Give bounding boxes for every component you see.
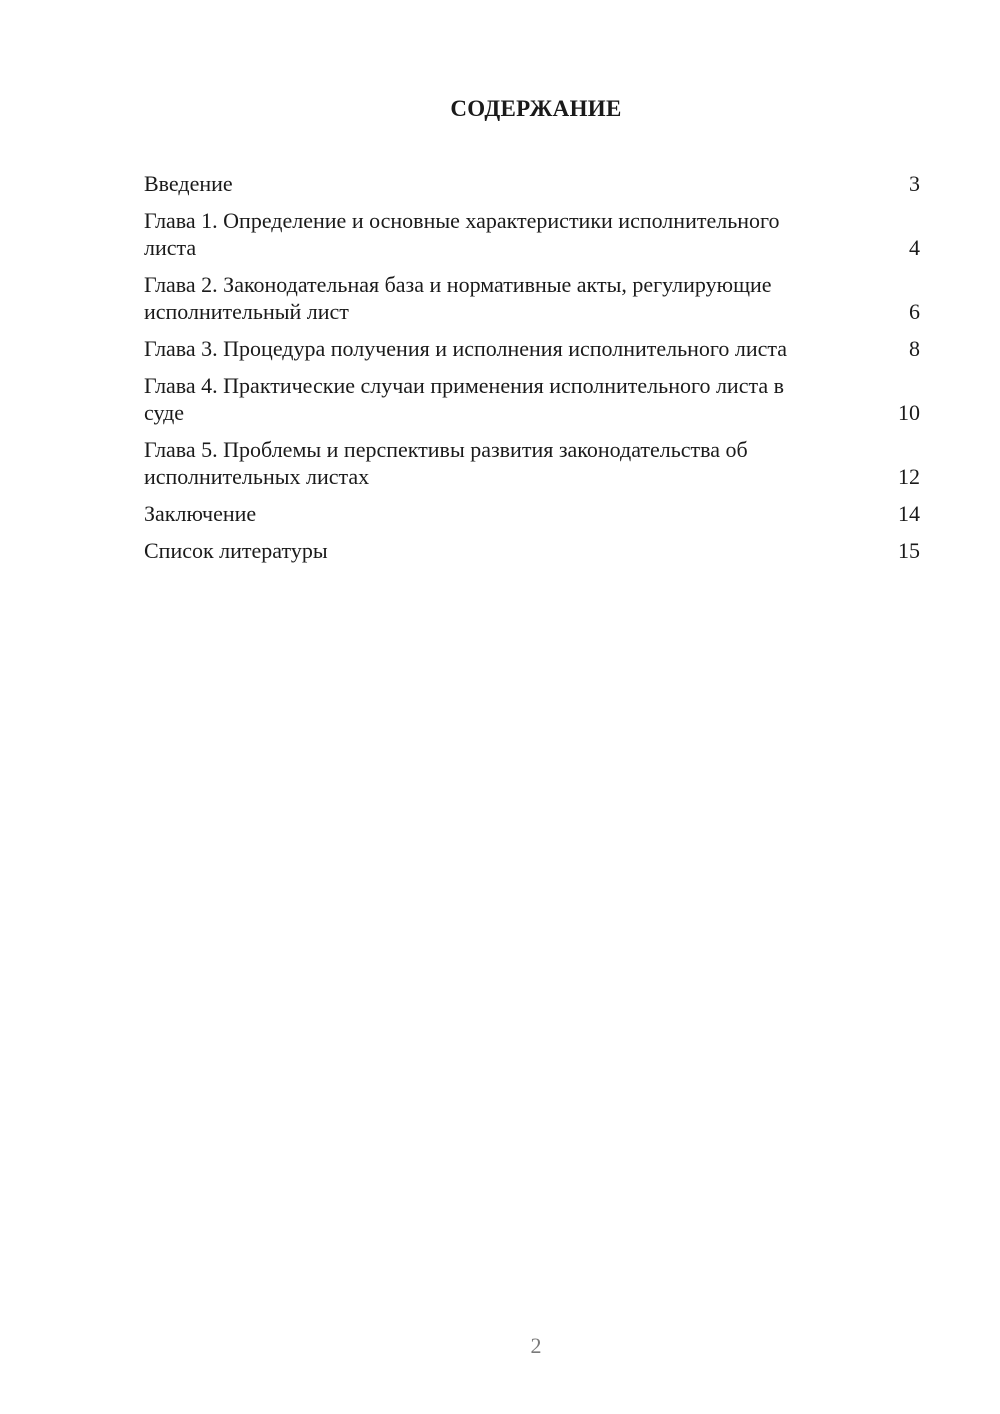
toc-entry-page-number: 14 — [898, 501, 920, 526]
toc-entry-page-number: 10 — [898, 400, 920, 425]
toc-entry-chapter-4 — [144, 372, 920, 426]
toc-entry-page-number: 15 — [898, 538, 920, 563]
toc-entry-chapter-3 — [144, 335, 920, 362]
toc-entry-bibliography — [144, 537, 920, 564]
toc-entry-label: Список литературы — [144, 538, 328, 563]
toc-entry-label: Заключение — [144, 501, 257, 526]
toc-entry-page-number: 4 — [909, 235, 920, 260]
toc-entry-page-number: 8 — [909, 336, 920, 361]
table-of-contents — [144, 170, 920, 574]
toc-entry-label: Глава 2. Законодательная база и нормативные акты, регулирующие исполнительный лист — [144, 272, 772, 324]
toc-entry-chapter-1 — [144, 207, 920, 261]
toc-entry-chapter-2 — [144, 271, 920, 325]
toc-entry-page-number: 12 — [898, 464, 920, 489]
toc-entry-conclusion — [144, 500, 920, 527]
toc-entry-label: Глава 3. Процедура получения и исполнения исполнительного листа — [144, 336, 788, 361]
toc-entry-page-number: 6 — [909, 299, 920, 324]
toc-entry-chapter-5 — [144, 436, 920, 490]
toc-entry-label: Глава 1. Определение и основные характеристики исполнительного листа — [144, 208, 780, 260]
toc-entry-label: Введение — [144, 171, 233, 196]
page-number-footer: 2 — [530, 1333, 542, 1358]
page-title: СОДЕРЖАНИЕ — [450, 96, 622, 121]
toc-entry-label: Глава 4. Практические случаи применения исполнительного листа в суде — [144, 373, 784, 425]
toc-entry-label: Глава 5. Проблемы и перспективы развития законодательства об исполнительных листах — [144, 437, 748, 489]
toc-entry-introduction — [144, 170, 920, 197]
toc-entry-page-number: 3 — [909, 171, 920, 196]
